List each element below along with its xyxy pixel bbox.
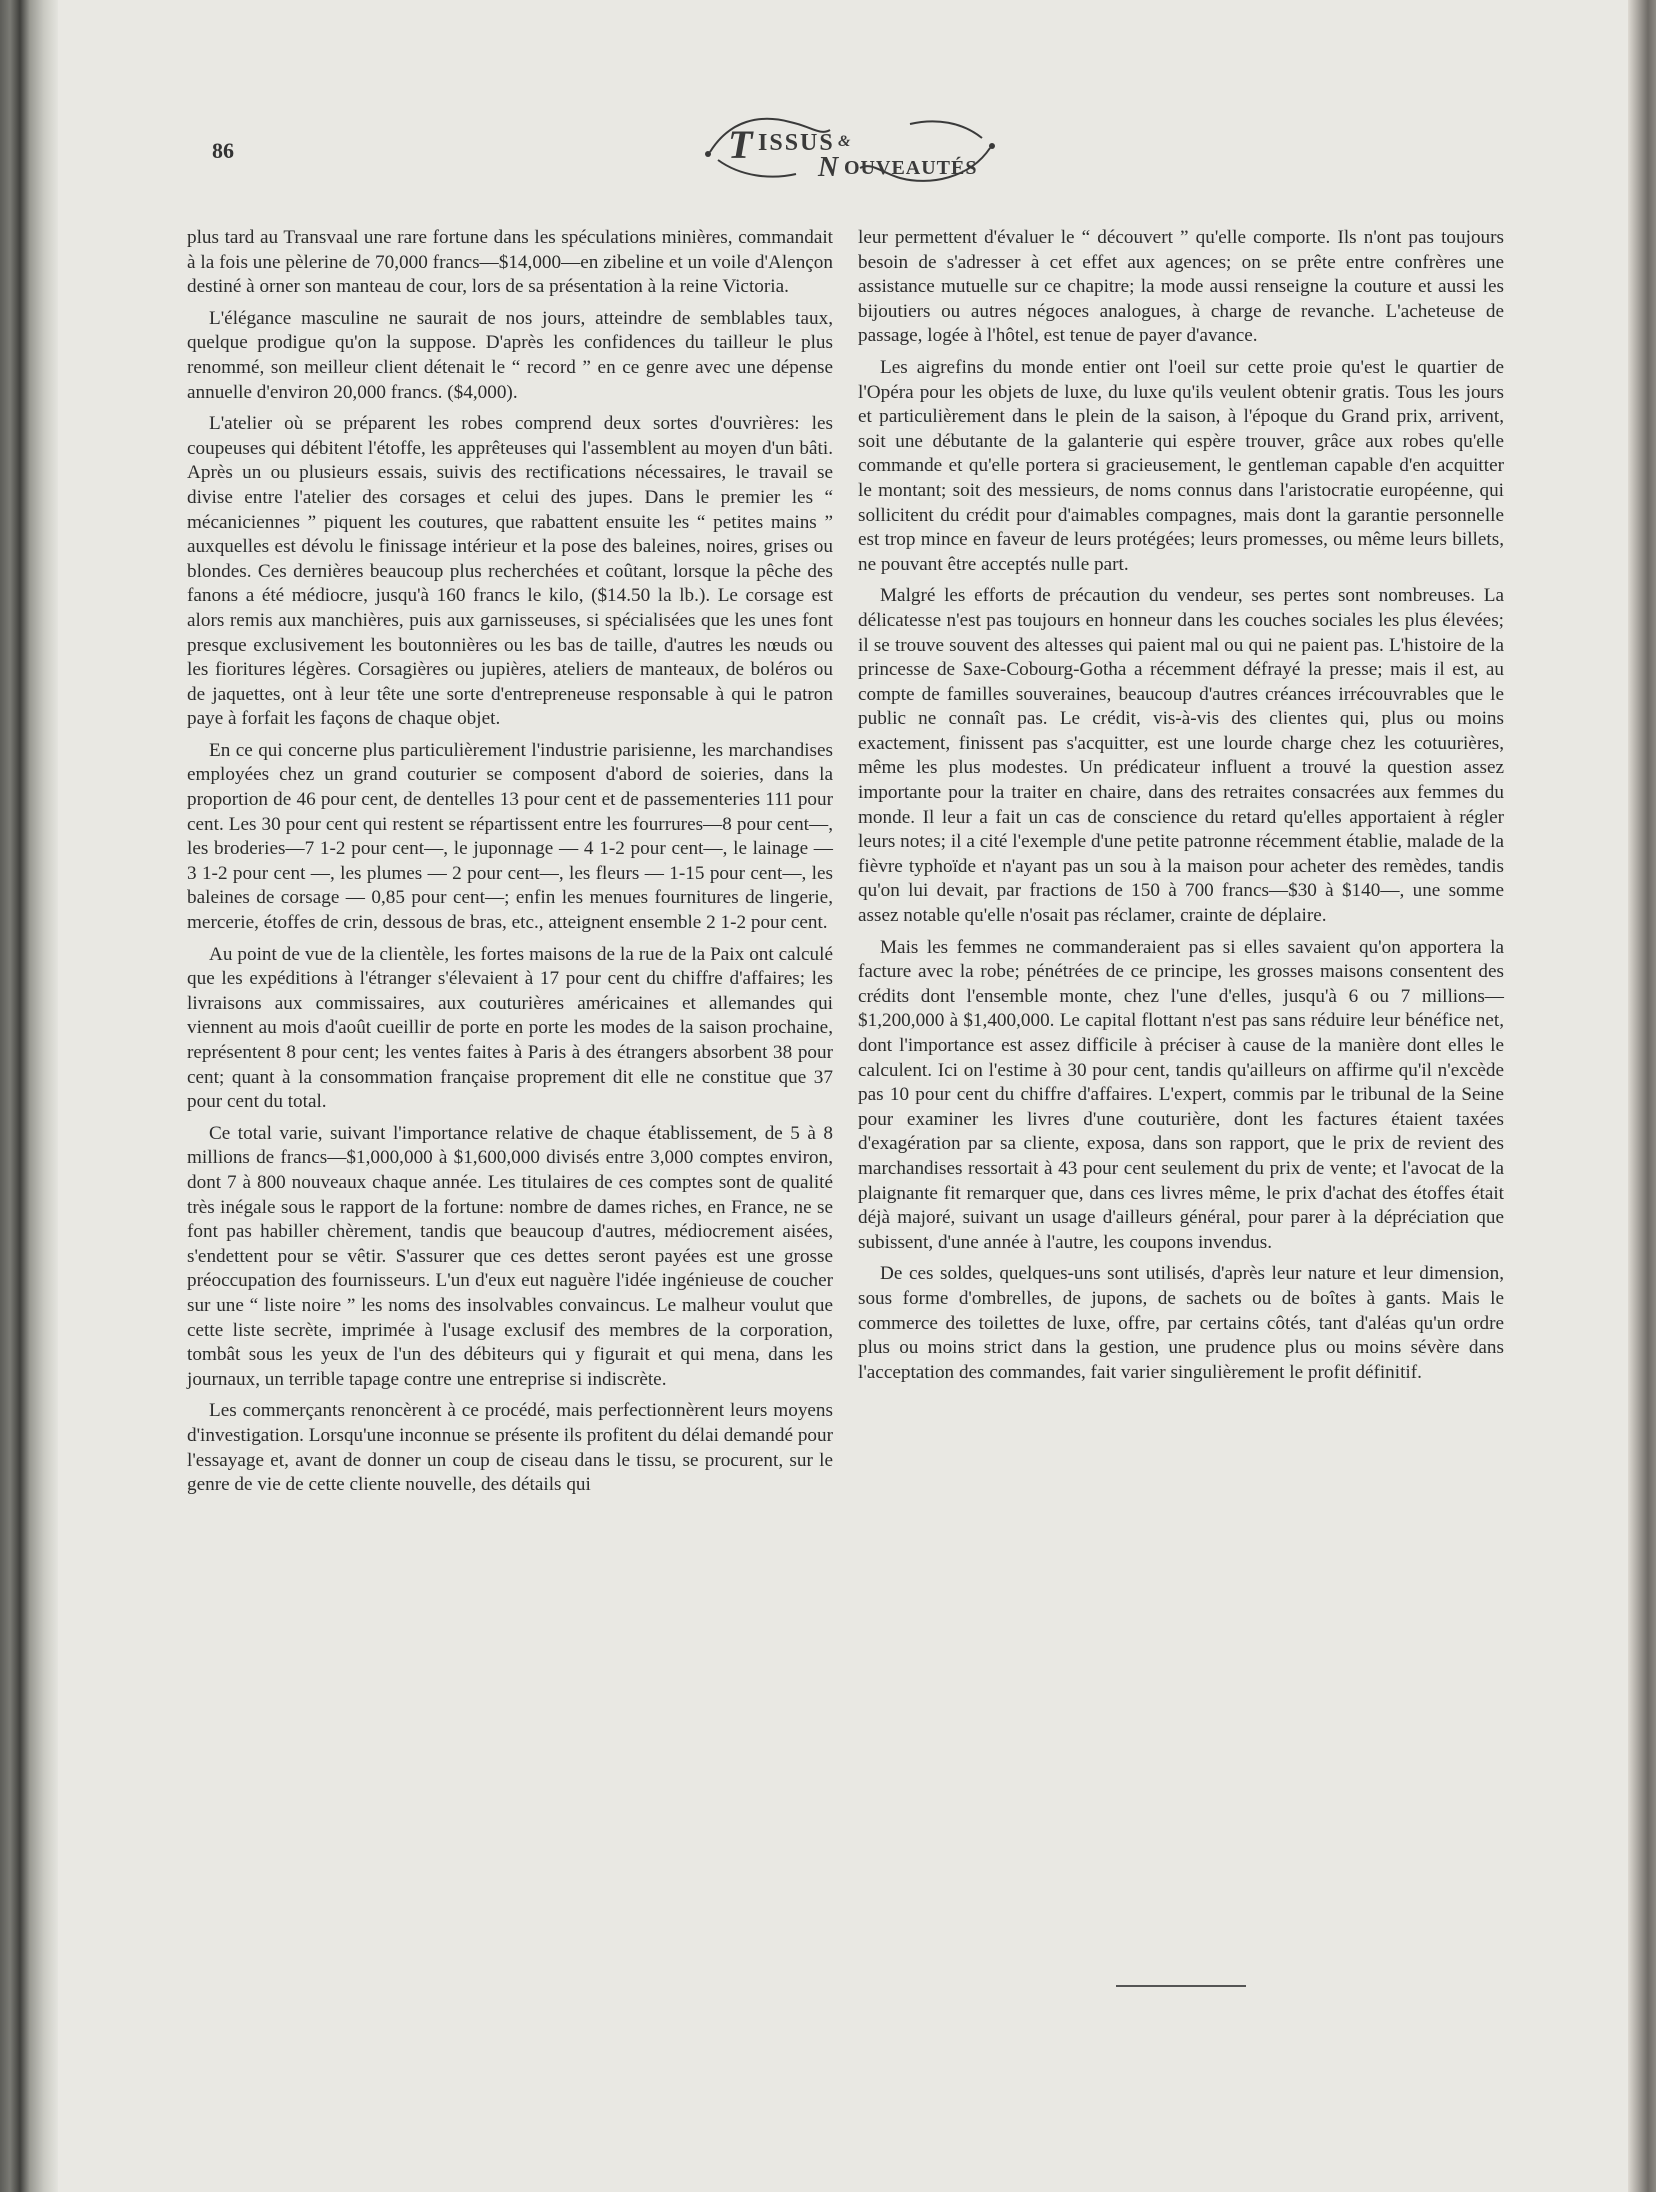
svg-text:OUVEAUTÉS: OUVEAUTÉS [844,157,978,179]
paragraph: leur permettent d'évaluer le “ découvert ” qu'elle comporte. Ils n'ont pas toujours besoin de s'adresser à cet effet aux agences; on se prête entre confrères une assistance mutuelle sur ce chapitre; la mode aussi renseigne la couture et aussi les bijoutiers ou autres négoces analogues, à charge de revanche. L'acheteuse de passage, logée à l'hôtel, est tenue de payer d'avance. [858,227,1504,347]
article-column-right [858,226,1504,1392]
svg-text:&: & [838,133,851,150]
page-right-edge [1628,0,1656,2192]
svg-text:ISSUS: ISSUS [758,130,835,156]
svg-text:T: T [728,122,753,167]
paragraph: En ce qui concerne plus particulièrement l'industrie parisienne, les marchandises employées chez un grand couturier se composent d'abord de soieries, dans la proportion de 46 pour cent, de dentelles 13 pour cent et de passementeries 111 pour cent. Les 30 pour cent qui restent se répartissent entre les fourrures—8 pour cent—, les broderies—7 1-2 pour cent—, le juponnage — 4 1-2 pour cent—, le lainage — 3 1-2 pour cent —, les plumes — 2 pour cent—, les fleurs — 1-15 pour cent—, les baleines de corsage — 0,85 pour cent—; enfin les menues fournitures de lingerie, mercerie, étoffes de crin, dessous de bras, etc., atteignent ensemble 2 1-2 pour cent. [187,739,833,934]
article-column-left [187,226,833,1505]
paragraph: Malgré les efforts de précaution du vendeur, ses pertes sont nombreuses. La délicatesse n'est pas toujours en honneur dans les couches sociales les plus élevées; il se trouve souvent des altesses qui paient mal ou qui ne paient pas. L'histoire de la princesse de Saxe-Cobourg-Gotha a récemment défrayé la presse; mais il est, au compte de familles souveraines, beaucoup d'autres créances irrécouvrables que le public ne connaît pas. Le crédit, vis-à-vis des clientes qui, plus ou moins exactement, finissent pas s'acquitter, est une lourde charge chez les cotuurières, même les plus modestes. Un prédicateur influent a trouvé la question assez importante pour la traiter en chaire, dans des retraites consacrées aux femmes du monde. Il leur a fait un cas de conscience du retard qu'elles apportaient à régler leurs notes; il a cité l'exemple d'une petite patronne récemment établie, malade de la fièvre typhoïde et n'ayant pas un sou à la maison pour acheter des remèdes, tandis qu'on lui devait, par fractions de 150 à 700 francs—$30 à $140—, une somme assez notable qu'elle n'osait pas réclamer, crainte de déplaire. [858,585,1504,927]
masthead-logo [700,100,1000,196]
section-divider [1116,1985,1246,1987]
paragraph: plus tard au Transvaal une rare fortune dans les spéculations minières, commandait à la fois une pèlerine de 70,000 francs—$14,000—en zibeline et un voile d'Alençon destiné à orner son manteau de cour, lors de sa présentation à la reine Victoria. [187,227,833,298]
svg-text:N: N [818,152,839,183]
page-number: 86 [212,138,234,163]
book-binding-edge [0,0,58,2192]
paragraph: Les aigrefins du monde entier ont l'oeil sur cette proie qu'est le quartier de l'Opéra pour les objets de luxe, du luxe qu'ils veulent obtenir gratis. Tous les jours et particulièrement dans le plein de la saison, à l'époque du Grand prix, arrivent, soit une débutante de la galanterie qui espère trouver, grâce aux robes qu'elle commande et qu'elle portera si gracieusement, le gentleman capable d'en acquitter le montant; soit des messieurs, de noms connus dans l'aristocratie européenne, qui sollicitent du crédit pour d'aimables compagnes, mais dont la garantie personnelle est trop mince en faveur de leurs protégées; leurs promesses, ou même leurs billets, ne pouvant être acceptés nulle part. [858,356,1504,575]
paragraph: Les commerçants renoncèrent à ce procédé, mais perfectionnèrent leurs moyens d'investigation. Lorsqu'une inconnue se présente ils profitent du délai demandé pour l'essayage et, avant de donner un coup de ciseau dans le tissu, se procurent, sur le genre de vie de cette cliente nouvelle, des détails qui [187,1400,833,1496]
paragraph: Au point de vue de la clientèle, les fortes maisons de la rue de la Paix ont calculé que les expéditions à l'étranger s'élevaient à 17 pour cent du chiffre d'affaires; les livraisons aux commissaires, aux couturières américaines et allemandes qui viennent au mois d'août cueillir de porte en porte les modes de la saison prochaine, représentent 8 pour cent; les ventes faites à Paris à des étrangers absorbent 38 pour cent; quant à la consommation française proprement dit elle ne constitue que 37 pour cent du total. [187,943,833,1113]
paragraph: L'élégance masculine ne saurait de nos jours, atteindre de semblables taux, quelque prodigue qu'on la suppose. D'après les confidences du tailleur le plus renommé, son meilleur client détenait le “ record ” en ce genre avec une dépense annuelle d'environ 20,000 francs. ($4,000). [187,307,833,403]
paragraph: Ce total varie, suivant l'importance relative de chaque établissement, de 5 à 8 millions de francs—$1,000,000 à $1,600,000 divisés entre 3,000 comptes environ, dont 7 à 800 nouveaux chaque année. Les titulaires de ces comptes sont de qualité très inégale sous le rapport de la fortune: nombre de dames riches, en France, ne se font pas habiller chèrement, tandis que beaucoup d'autres, médiocrement aisées, s'endettent pour se vêtir. S'assurer que ces dettes seront payées est une grosse préoccupation des fournisseurs. L'un d'eux eut naguère l'idée ingénieuse de coucher sur une “ liste noire ” les noms des insolvables convaincus. Le malheur voulut que cette liste secrète, imprimée à l'usage exclusif des membres de la corporation, tombât sous les yeux de l'un des débiteurs qui y figurait et qui mena, dans les journaux, un terrible tapage contre une entreprise si indiscrète. [187,1122,833,1390]
paragraph: L'atelier où se préparent les robes comprend deux sortes d'ouvrières: les coupeuses qui débitent l'étoffe, les apprêteuses qui l'assemblent au moyen d'un bâti. Après un ou plusieurs essais, suivis des rectifications nécessaires, le travail se divise entre l'atelier des corsages et celui des jupes. Dans le premier les “ mécaniciennes ” piquent les coutures, que rabattent ensuite les “ petites mains ” auxquelles est dévolu le finissage intérieur et la pose des baleines, noires, grises ou blondes. Ces dernières beaucoup plus recherchées et coûtant, lorsque la pêche des fanons a été médiocre, jusqu'à 160 francs le kilo, ($14.50 la lb.). Le corsage est alors remis aux manchières, puis aux garnisseuses, si spécialisées que les unes font presque exclusivement les boutonnières ou les bas de taille, d'autres les nœuds ou les fioritures légères. Corsagières ou jupières, ateliers de manteaux, de boléros ou de jaquettes, ont à leur tête une sorte d'entrepreneuse responsable à qui le patron paye à forfait les façons de chaque objet. [187,413,833,730]
paragraph: Mais les femmes ne commanderaient pas si elles savaient qu'on apportera la facture avec la robe; pénétrées de ce principe, les grosses maisons consentent des crédits dont l'ensemble monte, chez l'une d'elles, jusqu'à 6 ou 7 millions—$1,200,000 à $1,400,000. Le capital flottant n'est pas sans réduire leur bénéfice net, dont l'importance est assez difficile à préciser à cause de la manière dont elles le calculent. Ici on l'estime à 30 pour cent, tandis qu'ailleurs on affirme qu'il n'excède pas 10 pour cent du chiffre d'affaires. L'expert, commis par le tribunal de la Seine pour examiner les livres d'une couturière, dont les factures étaient taxées d'exagération par sa cliente, exposa, dans son rapport, que le prix de revient des marchandises ressortait à 43 pour cent seulement du prix de vente; et l'avocat de la plaignante fit remarquer que, dans ces livres même, le prix d'achat des étoffes était déjà majoré, suivant un usage d'ailleurs général, pour parer à la dépréciation que subissent, d'une année à l'autre, les coupons invendus. [858,936,1504,1253]
paragraph: De ces soldes, quelques-uns sont utilisés, d'après leur nature et leur dimension, sous forme d'ombrelles, de jupons, de sachets ou de boîtes à gants. Mais le commerce des toilettes de luxe, offre, par certains côtés, tant d'aléas qu'un ordre plus ou moins strict dans la gestion, une prudence plus ou moins sévère dans l'acceptation des commandes, fait varier singulièrement le profit définitif. [858,1263,1504,1383]
